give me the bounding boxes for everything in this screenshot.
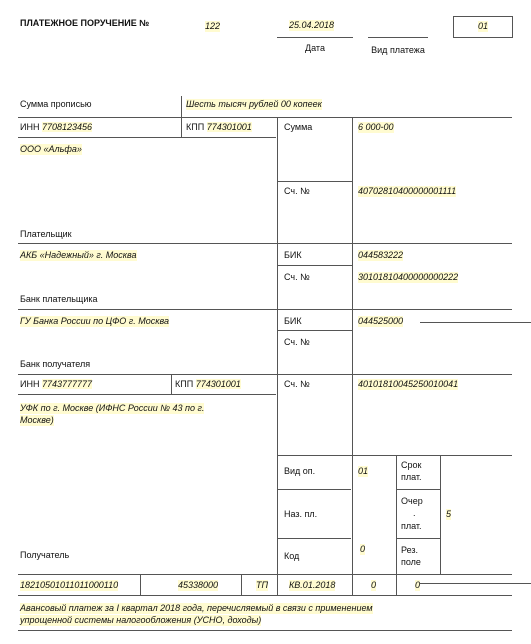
payer-bank-account-value: 30101810400000000222	[358, 272, 459, 282]
grid-line	[420, 322, 531, 323]
recipient-kpp	[175, 379, 241, 390]
reserve-label-2: поле	[401, 557, 421, 567]
grid-line	[277, 330, 352, 331]
amount-words-value: Шесть тысяч рублей 00 копеек	[186, 99, 322, 109]
payer-account-label: Сч. №	[284, 186, 310, 196]
recipient-label: Получатель	[20, 550, 70, 560]
payer-inn	[20, 122, 92, 133]
grid-line	[181, 117, 182, 137]
grid-line	[18, 595, 512, 596]
doc-date-value: 0	[415, 580, 421, 590]
grid-line	[278, 489, 351, 490]
grid-line	[18, 137, 276, 138]
operation-type-label: Вид оп.	[284, 466, 316, 476]
grid-line	[171, 374, 172, 394]
code-label: Код	[284, 551, 300, 561]
basis-value: ТП	[256, 580, 269, 590]
recipient-bank-bik-label: БИК	[284, 316, 302, 326]
grid-line	[278, 538, 351, 539]
recipient-kpp-label: КПП	[175, 379, 194, 389]
document-date: 25.04.2018	[289, 20, 335, 30]
grid-line	[18, 117, 512, 118]
payer-inn-value: 7708123456	[41, 122, 93, 132]
code-field-value: 0	[360, 544, 366, 554]
payer-bank-bik-label: БИК	[284, 250, 302, 260]
grid-line	[18, 574, 512, 575]
payment-purpose-code-label: Наз. пл.	[284, 509, 318, 519]
grid-line	[181, 96, 182, 117]
payment-type-caption: Вид платежа	[371, 45, 425, 55]
tax-period-value: КВ.01.2018	[289, 580, 336, 590]
term-label-2: плат.	[401, 472, 422, 482]
recipient-account-value: 40101810045250010041	[358, 379, 459, 389]
sum-value: 6 000-00	[358, 122, 394, 132]
recipient-bank-account-label: Сч. №	[284, 337, 310, 347]
recipient-kpp-value: 774301001	[195, 379, 241, 389]
purpose-line1: Авансовый платеж за I квартал 2018 года, перечисляемый в связи с применением	[20, 603, 373, 613]
reserve-label-1: Рез.	[401, 545, 419, 555]
order-label-3: плат.	[401, 521, 422, 531]
grid-line	[18, 394, 276, 395]
order-value: 5	[446, 509, 452, 519]
recipient-account-label: Сч. №	[284, 379, 310, 389]
recipient-bank-name: ГУ Банка России по ЦФО г. Москва	[20, 316, 169, 326]
grid-line	[277, 265, 352, 266]
recipient-bank-label: Банк получателя	[20, 359, 91, 369]
grid-line	[140, 574, 141, 595]
date-caption: Дата	[305, 43, 325, 53]
payer-label: Плательщик	[20, 229, 72, 239]
recipient-name-line1: УФК по г. Москве (ИФНС России № 43 по г.	[20, 403, 205, 413]
grid-line	[396, 455, 397, 574]
payer-bank-bik-value: 044583222	[358, 250, 404, 260]
payer-bank-account-label: Сч. №	[284, 272, 310, 282]
payer-kpp	[186, 122, 252, 133]
grid-line	[277, 117, 278, 575]
term-label-1: Срок	[401, 460, 422, 470]
doc-number-value: 0	[371, 580, 377, 590]
grid-line	[277, 181, 352, 182]
grid-line	[352, 574, 353, 595]
sum-label: Сумма	[284, 122, 313, 132]
grid-line	[278, 455, 512, 456]
payer-kpp-value: 774301001	[206, 122, 252, 132]
grid-line	[18, 374, 512, 375]
grid-line	[352, 117, 353, 595]
payer-kpp-label: КПП	[186, 122, 205, 132]
grid-line	[18, 243, 512, 244]
order-label-1: Очер	[401, 496, 423, 506]
grid-line	[396, 574, 397, 595]
grid-line	[18, 309, 512, 310]
payer-inn-label: ИНН	[20, 122, 40, 132]
code-value: 01	[478, 21, 489, 31]
grid-line	[396, 489, 440, 490]
payer-bank-label: Банк плательщика	[20, 294, 98, 304]
payer-bank-name: АКБ «Надежный» г. Москва	[20, 250, 137, 260]
page-title: ПЛАТЕЖНОЕ ПОРУЧЕНИЕ №	[20, 18, 150, 28]
grid-line	[396, 538, 440, 539]
recipient-inn-value: 7743777777	[41, 379, 93, 389]
payment-type-underline	[368, 37, 428, 38]
grid-line	[440, 455, 441, 574]
grid-line	[277, 574, 278, 595]
grid-line	[420, 583, 531, 584]
purpose-line2: упрощенной системы налогообложения (УСНО, доходы)	[20, 615, 262, 625]
order-label-2: .	[413, 508, 416, 518]
kbk-value: 18210501011011000110	[20, 580, 119, 590]
grid-line	[18, 630, 512, 631]
date-underline	[277, 37, 353, 38]
recipient-bank-bik-value: 044525000	[358, 316, 404, 326]
oktmo-value: 45338000	[178, 580, 219, 590]
payer-name: ООО «Альфа»	[20, 144, 82, 154]
operation-type-value: 01	[358, 466, 369, 476]
recipient-inn	[20, 379, 92, 390]
document-number: 122	[205, 21, 221, 31]
recipient-name-line2: Москве)	[20, 415, 54, 425]
amount-words-label: Сумма прописью	[20, 99, 92, 109]
payer-account-value: 40702810400000001111	[358, 186, 457, 196]
grid-line	[241, 574, 242, 595]
recipient-inn-label: ИНН	[20, 379, 40, 389]
